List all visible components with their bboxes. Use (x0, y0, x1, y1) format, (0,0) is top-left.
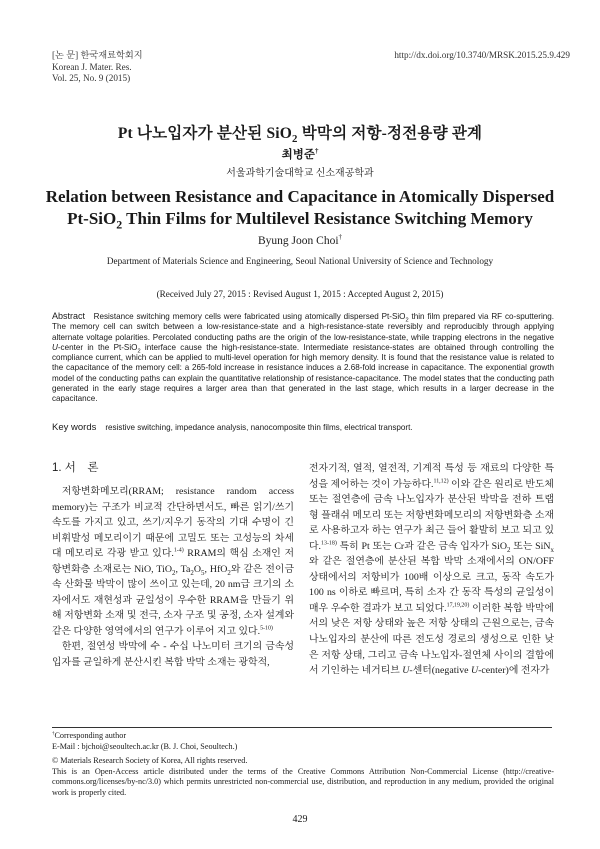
affiliation-english: Department of Materials Science and Engineering, Seoul National University of Science and Technology (106, 256, 494, 266)
journal-header (52, 50, 143, 85)
affiliation-korean: 서울과학기술대학교 신소재공학과 (226, 168, 374, 179)
journal-volume: Vol. 25, No. 9 (2015) (52, 73, 131, 83)
footnote-divider (52, 727, 552, 728)
paragraph: 저항변화메모리(RRAM; resistance random access memory)는 구조가 비교적 간단하면서도, 빠른 읽기/쓰기 속도를 가지고 있고, 쓰기/지우기 동작의 기대 수명이 긴 비휘발성 메모리이기 때문에 고밀도 또는 고성능의 차세대 메모리로 각광 받고 있다.$^{1-4)}$ RRAM의 핵심 소재인 저항변화층 소재로는 NiO, TiO$_2$, $Ta_2O_5$, HfO$_2$와 같은 전이금속 산화물 박막이 많이 쓰이고 있는데, 20 nm급 크기의 소자에서도 재현성과 균일성이 우수한 RRAM을 만들기 위해 저항변화 소재 및 전극, 소자 구조 및 공정, 소자 설계와 같은 다양한 영역에서의 연구가 이루어 지고 있다.$^{5-10)}$ (52, 486, 294, 637)
title-korean: Pt 나노입자가 분산된 SiO$_2$ 박막의 저항-정전용량 관계 (117, 125, 483, 146)
keywords-label: Key words (52, 422, 97, 433)
doi-link[interactable]: http://dx.doi.org/10.3740/MRSK.2015.25.9.429 (394, 50, 570, 60)
copyright-notice: © Materials Research Society of Korea, All rights reserved. (52, 756, 248, 765)
body-column-right (309, 461, 554, 679)
section-heading-intro: 1. 서 론 (52, 462, 99, 474)
paragraph: 한편, 절연성 박막에 수 - 수십 나노미터 크기의 금속성 입자를 균일하게 분산시킨 복합 박막 소재는 광학적, (52, 641, 294, 669)
author-email: E-Mail : bjchoi@seoultech.ac.kr (B. J. Choi, Seoultech.) (52, 741, 238, 751)
journal-name-kor: [논 문] 한국재료학회지 (52, 50, 143, 60)
page-number: 429 (292, 814, 308, 825)
journal-name-eng: Korean J. Mater. Res. (52, 61, 132, 72)
abstract: Abstract Resistance switching memory cells were fabricated using atomically dispersed Pt-SiO$_2$ thin film prepared via RF co-sputtering. The memory cell can switch between a low-resistance-state and a high-resistance-state reversibly and reproducibly through applying alternate voltage polarities. Percolated conducting paths are the origin of the low-resistance-state, while trapping electrons in the negative U-center in the Pt-SiO$_2$ interface cause the high-resistance-state. Intermediate resistance-states are obtained through controlling the compliance current, which can be applied to multi-level operation for high memory density. It is found that the resistance value is related to the capacitance of the memory cell: a 265-fold increase in resistance induces a 2.68-fold increase in capacitance. The exponential growth model of the conducting paths can explain the quantitative relationship of resistance-capacitance. The model states that the conducting path generated in the early stage requires a larger area than that generated in the last stage, which results in a larger decrease in the capacitance. (52, 311, 555, 404)
license-notice: This is an Open-Access article distributed under the terms of the Creative Commons Attribution Non-Commercial License (http://creative-commons.org/licenses/by-nc/3.0) which permits unrestricted non-commercial use, distribution, and reproduction in any medium, provided the original work is properly cited. (52, 766, 554, 797)
abstract-label: Abstract (52, 311, 86, 321)
author-korean: 최병준† (281, 148, 319, 161)
footnote (52, 731, 554, 798)
received-dates: (Received July 27, 2015 : Revised August 1, 2015 : Accepted August 2, 2015) (156, 289, 444, 299)
paragraph: 전자기적, 열적, 열전적, 기계적 특성 등 재료의 다양한 특성을 제어하는 것이 가능하다.$^{11,12)}$ 이와 같은 원리로 반도체 또는 절연층에 금속 나노입자가 분산된 박막을 전하 트랩형 플래쉬 메모리 또는 저항변화메모리의 저항변화층 소재로 사용하고자 하는 연구가 최근 들어 활발히 보고 되고 있다.$^{13-18)}$ 특히 Pt 또는 Cr과 같은 금속 입자가 SiO$_2$ 또는 SiN$_x$와 같은 절연층에 분산된 복합 박막 소재에서의 ON/OFF 상태에서의 저항비가 100배 이상으로 크고, 동작 속도가 100 ns 이하로 빠르며, 특히 소자 간 동작 특성의 균일성이 매우 우수한 결과가 보고 되었다.$^{17,19,20)}$ 이러한 복합 박막에서의 낮은 저항 상태와 높은 저항 상태의 근원으로는, 금속 나노입자의 분산에 따른 전도성 경로의 생성으로 인한 낮은 저항 상태, 그리고 금속 나노입자-절연체 사이의 결합에서 기인하는 네거티브 U-센터(negative U-center)에 전자가 (309, 463, 554, 677)
title-english: Relation between Resistance and Capacitance in Atomically Dispersed Pt-SiO$_2$ Thin Films for Multilevel Resistance Switching Memory (45, 187, 555, 232)
keywords: Key words resistive switching, impedance analysis, nanocomposite thin films, electrical transport. (52, 422, 413, 433)
body-column-left (52, 484, 294, 671)
author-english: Byung Joon Choi† (258, 234, 342, 247)
corresponding-author: †Corresponding author (52, 731, 127, 740)
